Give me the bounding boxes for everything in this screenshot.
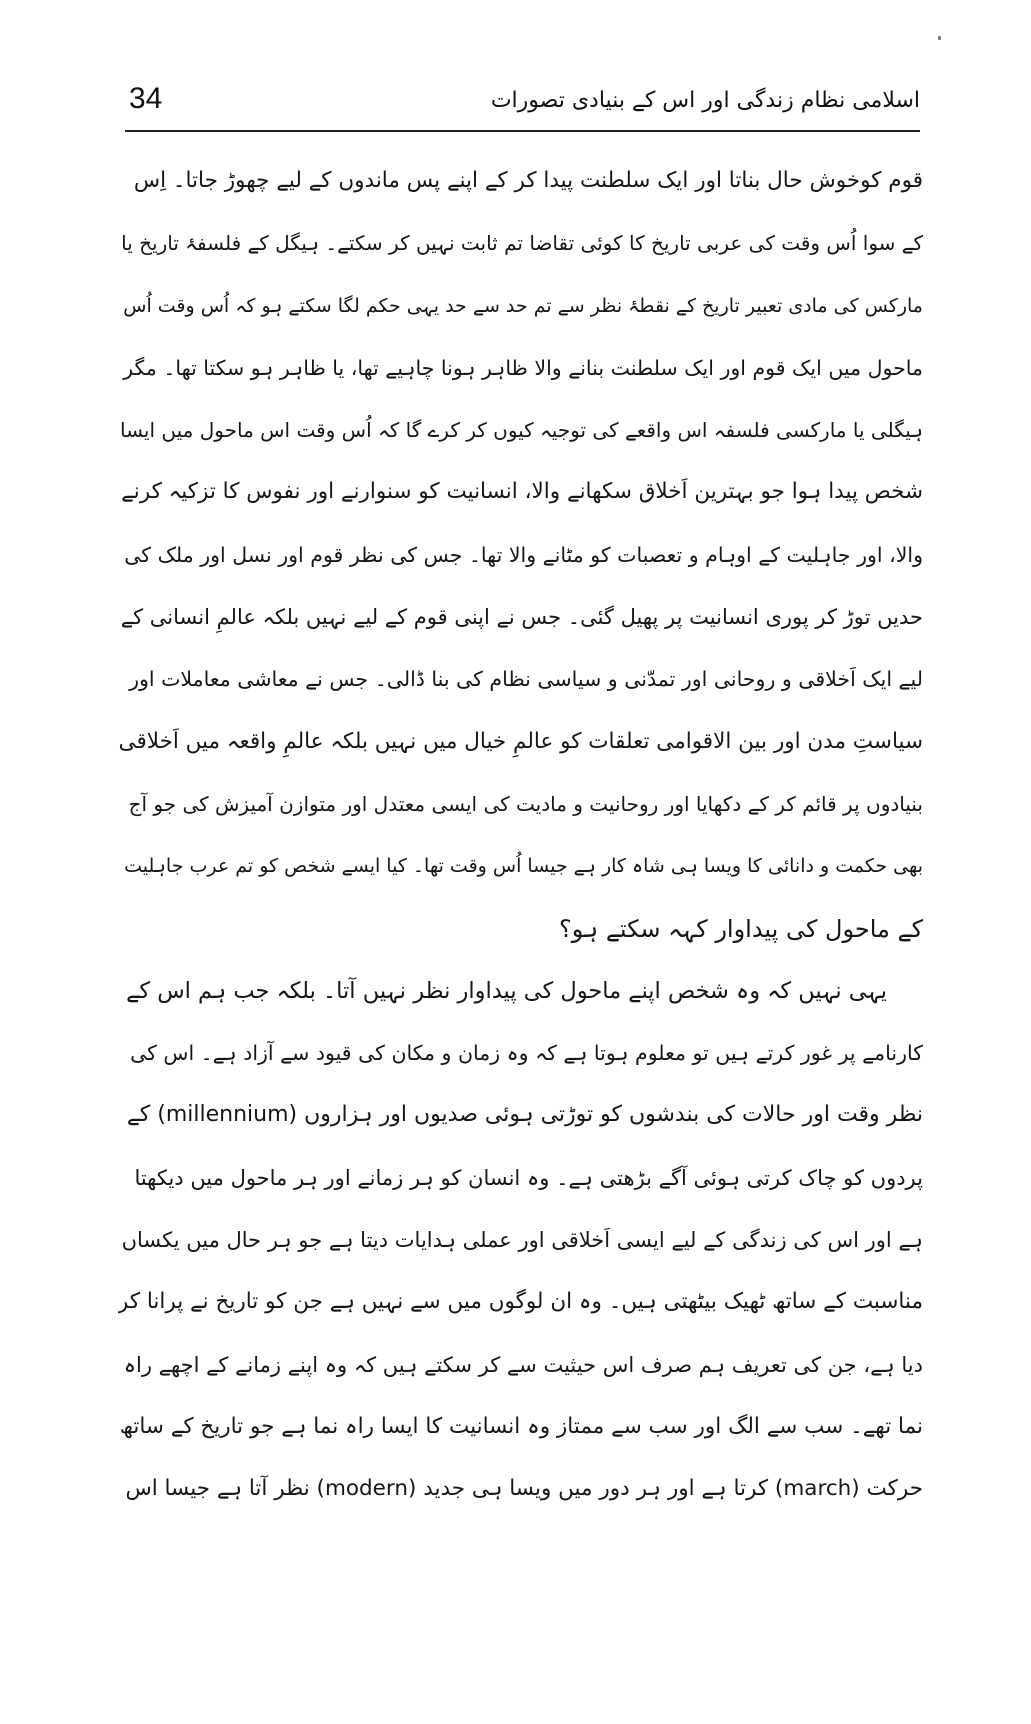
text-line: والا، اور جاہلیت کے اوہام و تعصبات کو مٹانے والا تھا۔ جس کی نظر قوم اور نسل اور ملک کی (124, 542, 923, 567)
text-line: لیے ایک اَخلاقی و روحانی اور تمدّنی و سیاسی نظام کی بنا ڈالی۔ جس نے معاشی معاملات اور (129, 667, 923, 692)
text-line: ہے اور اس کی زندگی کے لیے ایسی اَخلاقی اور عملی ہدایات دیتا ہے جو ہر حال میں یکساں (121, 1228, 923, 1253)
text-line: پردوں کو چاک کرتی ہوئی آگے بڑھتی ہے۔ وہ انسان کو ہر زمانے اور ہر ماحول میں دیکھتا (134, 1165, 923, 1190)
text-line: کے سوا اُس وقت کی عربی تاریخ کا کوئی تقاضا تم ثابت نہیں کر سکتے۔ ہیگل کے فلسفۂ تاریخ یا (121, 231, 923, 256)
scan-speck (938, 36, 941, 40)
text-line: ماحول میں ایک قوم اور ایک سلطنت بنانے والا ظاہر ہونا چاہیے تھا، یا ظاہر ہو سکتا تھا۔ مگر (123, 355, 923, 380)
text-line: بنیادوں پر قائم کر کے دکھایا اور روحانیت و مادیت کی ایسی معتدل اور متوازن آمیزش کی جو آج (128, 791, 923, 816)
text-line: بھی حکمت و دانائی کا ویسا ہی شاہ کار ہے جیسا اُس وقت تھا۔ کیا ایسے شخص کو تم عرب جاہلیت (124, 855, 923, 878)
text-line: حرکت (march) کرتا ہے اور ہر دور میں ویسا ہی جدید (modern) نظر آتا ہے جیسا اس (125, 1476, 923, 1502)
text-line: شخص پیدا ہوا جو بہترین اَخلاق سکھانے والا، انسانیت کو سنوارنے اور نفوس کا تزکیہ کرنے (121, 479, 923, 505)
body-text (118, 150, 923, 1521)
text-line: سیاستِ مدن اور بین الاقوامی تعلقات کو عالمِ خیال میں نہیں بلکہ عالمِ واقعہ میں اَخلاقی (118, 728, 923, 754)
text-line: مناسبت کے ساتھ ٹھیک بیٹھتی ہیں۔ وہ ان لوگوں میں سے نہیں ہے جن کو تاریخ نے پرانا کر (118, 1289, 923, 1315)
text-line: نما تھے۔ سب سے الگ اور سب سے ممتاز وہ انسانیت کا ایسا راہ نما ہے جو تاریخ کے ساتھ (119, 1413, 923, 1439)
text-line: حدیں توڑ کر پوری انسانیت پر پھیل گئی۔ جس نے اپنی قوم کے لیے نہیں بلکہ عالمِ انسانی کے (120, 605, 923, 630)
page-number: 34 (129, 82, 163, 115)
paragraph-2 (118, 960, 923, 1521)
text-line: دیا ہے، جن کی تعریف ہم صرف اس حیثیت سے کر سکتے ہیں کہ وہ اپنے زمانے کے اچھے راہ (123, 1352, 923, 1377)
text-line: نظر وقت اور حالات کی بندشوں کو توڑتی ہوئی صدیوں اور ہزاروں (millennium) کے (126, 1102, 923, 1128)
page-header (125, 78, 920, 132)
text-line: مارکس کی مادی تعبیر تاریخ کے نقطۂ نظر سے تم حد سے حد یہی حکم لگا سکتے ہو کہ اُس وقت اُس (123, 294, 923, 317)
paragraph-1 (118, 150, 923, 960)
text-line: یہی نہیں کہ وہ شخص اپنے ماحول کی پیداوار نظر نہیں آتا۔ بلکہ جب ہم اس کے (126, 977, 887, 1004)
text-line: کارنامے پر غور کرتے ہیں تو معلوم ہوتا ہے کہ وہ زمان و مکان کی قیود سے آزاد ہے۔ اس کی (130, 1041, 923, 1066)
text-line: کے ماحول کی پیداوار کہہ سکتے ہو؟ (559, 914, 923, 943)
text-line: قوم کوخوش حال بناتا اور ایک سلطنت پیدا کر کے اپنے پس ماندوں کے لیے چھوڑ جاتا۔ اِس (133, 168, 923, 193)
running-title: اسلامی نظام زندگی اور اس کے بنیادی تصورات (490, 88, 920, 113)
text-line: ہیگلی یا مارکسی فلسفہ اس واقعے کی توجیہ کیوں کر کرے گا کہ اُس وقت اس ماحول میں ایسا (120, 418, 923, 443)
